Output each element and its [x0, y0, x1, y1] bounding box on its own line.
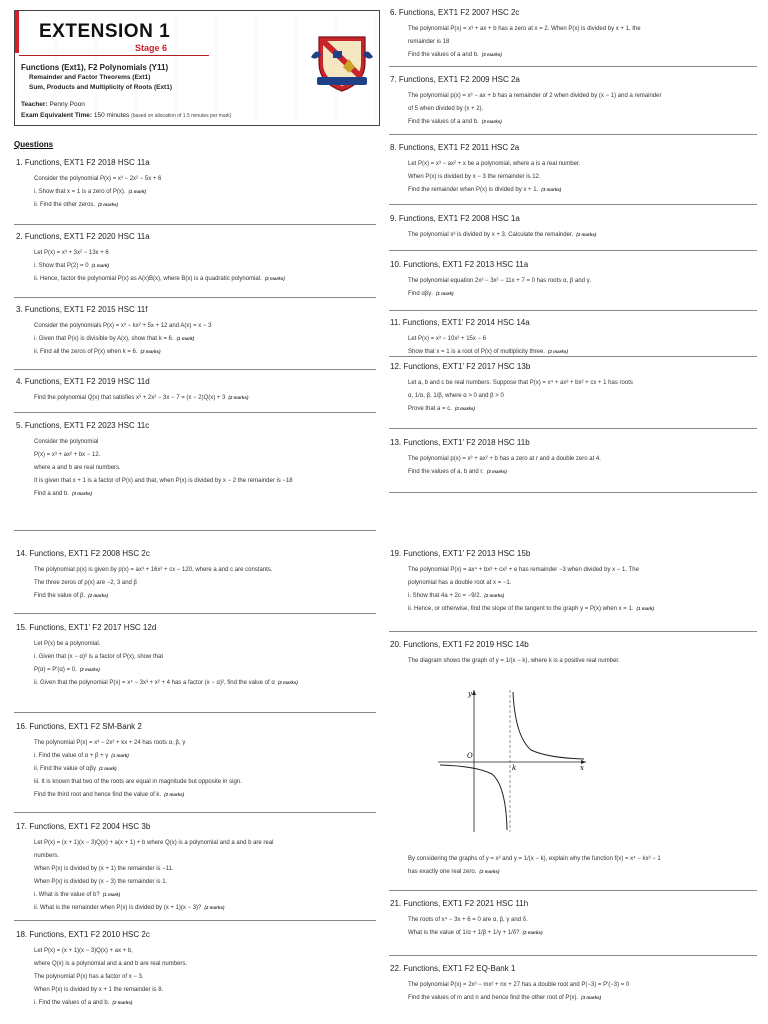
marks-label: (2 marks): [454, 405, 475, 411]
question-text: where Q(x) is a polynomial and a and b are real numbers.: [34, 960, 188, 967]
question-text: The polynomial P(x) = x³ + ax + b has a zero at x = 2. When P(x) is divided by x + 1, the: [408, 25, 641, 32]
question-text: ii. Given that the polynomial P(x) = x⁴ − 3x³ + x² + 4 has a factor (x − α)², find the value of α: [34, 680, 275, 687]
question-text: Consider the polynomials P(x) = x³ − kx² + 5x + 12 and A(x) = x − 3: [34, 322, 212, 329]
question-text-line: [408, 186, 758, 194]
question-text-line: [34, 891, 376, 899]
marks-label: (1 mark): [98, 765, 117, 771]
question-text-line: [34, 778, 376, 786]
question-block: [16, 232, 376, 288]
question-title: 19. Functions, EXT1' F2 2013 HSC 15b: [390, 549, 531, 558]
question-text: i. What is the value of b?: [34, 892, 100, 899]
question-text-line: [34, 865, 376, 873]
question-text-line: [34, 765, 376, 773]
question-text-line: [34, 175, 376, 183]
marks-label: (3 marks): [481, 51, 502, 57]
question-text: When P(x) is divided by x + 1 the remainder is 8.: [34, 987, 164, 994]
question-text-line: [34, 249, 376, 257]
question-text-line: [408, 455, 758, 463]
question-title: 22. Functions, EXT1 F2 EQ-Bank 1: [390, 964, 516, 973]
question-block: [16, 822, 376, 917]
marks-label: (1 mark): [102, 892, 121, 898]
question-block: [390, 260, 758, 303]
stage-label: Stage 6: [135, 43, 168, 53]
question-text-line: [408, 592, 758, 600]
question-text-line: [408, 579, 758, 587]
question-text: iii. It is known that two of the roots are equal in magnitude but opposite in sign.: [34, 779, 242, 786]
question-text: ii. Hence, factor the polynomial P(x) as A(x)B(x), where B(x) is a quadratic polynomial.: [34, 275, 262, 282]
question-text: Consider the polynomial: [34, 438, 99, 445]
question-block: [390, 640, 758, 670]
question-text-line: [408, 231, 758, 239]
question-block: [390, 964, 758, 1007]
question-divider: [14, 613, 376, 614]
marks-label: (3 marks): [481, 118, 502, 124]
question-text-line: [408, 468, 758, 476]
question-text-line: [408, 657, 758, 665]
question-text: P(α) = P′(α) = 0.: [34, 666, 77, 673]
question-text-line: [408, 51, 758, 59]
question-text-line: [34, 640, 376, 648]
marks-label: (1 mark): [91, 262, 110, 268]
question-text-line: [34, 999, 376, 1007]
marks-label: (2 marks): [264, 275, 285, 281]
question-text: The polynomial p(x) = x³ − ax + b has a remainder of 2 when divided by (x − 1) and a remainder: [408, 92, 662, 99]
question-text-line: [34, 335, 376, 343]
question-text: ii. Hence, or otherwise, find the slope of the tangent to the graph y = P(x) when x = 1.: [408, 606, 634, 613]
question-text-line: [408, 868, 758, 876]
question-divider: [389, 356, 757, 357]
question-text-line: [34, 839, 376, 847]
question-text: Let P(x) = x³ − 10x² + 15x − 6: [408, 335, 487, 342]
marks-label: (2 marks): [484, 592, 505, 598]
marks-label: (2 marks): [228, 394, 249, 400]
question-title: 12. Functions, EXT1' F2 2017 HSC 13b: [390, 362, 531, 371]
question-text-line: [408, 38, 758, 46]
question-text-line: [34, 438, 376, 446]
question-text-line: [34, 973, 376, 981]
question-text: ii. Find the value of αβγ: [34, 765, 96, 772]
question-title: 16. Functions, EXT1 F2 SM-Bank 2: [16, 722, 142, 731]
question-divider: [14, 297, 376, 298]
question-text-line: [408, 855, 758, 863]
question-text-line: [34, 666, 376, 674]
hyperbola-left-branch: [440, 765, 507, 830]
question-divider: [14, 224, 376, 225]
question-text: Find the polynomial Q(x) that satisfies x³ + 2x² − 3x − 7 = (x − 2)Q(x) + 3: [34, 394, 226, 401]
question-text-line: [408, 25, 758, 33]
question-text-line: [34, 904, 376, 912]
question-block: [390, 8, 758, 64]
marks-label: (2 marks): [479, 869, 500, 875]
question-text: Find a and b.: [34, 491, 70, 498]
question-text-line: [408, 379, 758, 387]
question-text: has exactly one real zero.: [408, 869, 477, 876]
question-title: 14. Functions, EXT1 F2 2008 HSC 2c: [16, 549, 150, 558]
question-block: [390, 318, 758, 361]
question-text-line: [408, 173, 758, 181]
question-text: Let P(x) = x³ − ax² + x be a polynomial, where a is a real number.: [408, 160, 581, 167]
header-accent-bar: [15, 11, 19, 53]
question-text-line: [408, 981, 758, 989]
teacher-line: [21, 101, 85, 110]
question-text: The diagram shows the graph of y = 1/(x − k), where k is a positive real number.: [408, 657, 620, 664]
question-divider: [389, 310, 757, 311]
question-text: By considering the graphs of y = x³ and y = 1/(x − k), explain why the function f(x) = x⁴ − kx³ − 1: [408, 856, 661, 862]
marks-label: (3 marks): [581, 994, 602, 1000]
question-text: Prove that a = c.: [408, 405, 452, 412]
question-block: [390, 438, 758, 481]
question-text-line: [408, 916, 758, 924]
question-text-line: [34, 262, 376, 270]
marks-label: (2 marks): [547, 348, 568, 354]
marks-label: (3 marks): [541, 186, 562, 192]
question-divider: [389, 492, 757, 493]
question-text: i. Find the value of α + β + γ: [34, 752, 109, 759]
question-text: P(x) = x³ + ax² + bx − 12.: [34, 451, 101, 458]
exam-time-value: 150 minutes: [93, 112, 130, 119]
question-title: 21. Functions, EXT1 F2 2021 HSC 11h: [390, 899, 529, 908]
question-text: The polynomial P(x) has a factor of x − 3.: [34, 973, 144, 980]
question-text-line: [34, 791, 376, 799]
question-text: remainder is 18: [408, 38, 450, 45]
question-block: [16, 930, 376, 1012]
marks-label: (2 marks): [112, 1000, 133, 1006]
question-text-line: [34, 322, 376, 330]
question-block: [390, 549, 758, 618]
question-text-line: [408, 566, 758, 574]
question-text-line: [34, 960, 376, 968]
question-text: polynomial has a double root at x = −1.: [408, 579, 512, 586]
marks-label: (2 marks): [88, 592, 109, 598]
subtopic-1: Remainder and Factor Theorems (Ext1): [29, 74, 151, 81]
question-text: Consider the polynomial P(x) = x³ − 2x² − 5x + 6: [34, 175, 162, 182]
question-block: [390, 214, 758, 244]
question-text: The polynomial p(x) = x³ + ax² + b has a zero at r and a double zero at 4.: [408, 455, 601, 462]
question-text-line: [408, 392, 758, 400]
question-text-line: [34, 679, 376, 687]
question-text-line: [408, 335, 758, 343]
marks-label: (2 marks): [204, 905, 225, 911]
question-text-line: [34, 464, 376, 472]
question-text-line: [34, 490, 376, 498]
question-divider: [14, 369, 376, 370]
question-text-line: [34, 592, 376, 600]
question-divider: [14, 530, 376, 531]
question-text: The polynomial x³ is divided by x + 3. Calculate the remainder.: [408, 231, 574, 238]
question-text-line: [408, 92, 758, 100]
subtopic-2: Sum, Products and Multiplicity of Roots (Ext1): [29, 84, 173, 91]
question-title: 8. Functions, EXT1 F2 2011 HSC 2a: [390, 143, 520, 152]
question-text: Find the third root and hence find the value of k.: [34, 792, 162, 799]
question-divider: [389, 428, 757, 429]
question-divider: [389, 204, 757, 205]
question-divider: [389, 631, 757, 632]
question-text-line: [34, 451, 376, 459]
question-divider: [389, 890, 757, 891]
marks-label: (1 mark): [128, 188, 147, 194]
question-text: Let P(x) = (x + 1)(x − 3)Q(x) + a(x + 1) + b where Q(x) is a polynomial and a and b are real: [34, 839, 274, 846]
question-block: [390, 855, 758, 881]
question-text-line: [34, 348, 376, 356]
question-divider: [389, 250, 757, 251]
marks-label: (3 marks): [486, 468, 507, 474]
question-divider: [389, 134, 757, 135]
marks-label: (3 marks): [72, 491, 93, 497]
question-text: i. Given that (x − α)² is a factor of P(x), show that: [34, 653, 164, 660]
worksheet-title: EXTENSION 1: [39, 21, 171, 42]
question-text: When P(x) is divided by x − 3 the remainder is 12.: [408, 173, 541, 180]
marks-label: (1 mark): [636, 606, 654, 612]
question-text-line: [408, 405, 758, 413]
marks-label: (2 marks): [576, 231, 597, 237]
question-title: 2. Functions, EXT1 F2 2020 HSC 11a: [16, 232, 150, 241]
question-block: [16, 158, 376, 214]
question-text: Find αβγ.: [408, 290, 433, 297]
hyperbola-graph: [436, 686, 588, 834]
question-text: ii. Find all the zeros of P(x) when k = 6.: [34, 348, 138, 355]
question-title: 5. Functions, EXT1 F2 2023 HSC 11c: [16, 421, 150, 430]
question-title: 1. Functions, EXT1 F2 2018 HSC 11a: [16, 158, 150, 167]
question-text: α, 1/α, β, 1/β, where α > 0 and β > 0: [408, 392, 504, 399]
question-text-line: [34, 477, 376, 485]
question-text: of 5 when divided by (x + 2).: [408, 105, 484, 112]
teacher-label: Teacher:: [21, 101, 48, 108]
marks-label: (1 mark): [435, 290, 454, 296]
question-text: i. Show that P(2) = 0: [34, 262, 89, 269]
y-axis-label: y: [468, 690, 472, 698]
k-label: k: [512, 764, 517, 772]
title-underline: [19, 55, 209, 56]
marks-label: (2 marks): [277, 680, 298, 686]
question-text: i. Show that x = 1 is a zero of P(x).: [34, 188, 126, 195]
question-text: ii. Find the other zeros.: [34, 201, 96, 208]
school-crest-icon: [309, 33, 375, 95]
question-title: 9. Functions, EXT1 F2 2008 HSC 1a: [390, 214, 520, 223]
marks-label: (2 marks): [164, 792, 185, 798]
question-text-line: [34, 566, 376, 574]
question-divider: [389, 66, 757, 67]
question-text: What is the value of 1/α + 1/β + 1/γ + 1/δ?: [408, 929, 520, 936]
question-text-line: [34, 852, 376, 860]
question-text: Find the values of m and n and hence find the other root of P(x).: [408, 994, 579, 1001]
question-block: [16, 421, 376, 503]
question-text: numbers.: [34, 852, 60, 859]
question-text: Find the values of a and b.: [408, 51, 479, 58]
question-block: [16, 623, 376, 692]
question-text-line: [34, 947, 376, 955]
question-title: 15. Functions, EXT1' F2 2017 HSC 12d: [16, 623, 157, 632]
question-text: The three zeros of p(x) are −2, 3 and β: [34, 579, 138, 586]
question-divider: [389, 955, 757, 956]
question-divider: [14, 812, 376, 813]
question-text: Show that x = 1 is a root of P(x) of multiplicity three.: [408, 348, 545, 355]
question-block: [16, 377, 376, 407]
question-text: i. Show that 4a + 2c = −9/2.: [408, 592, 482, 599]
worksheet-header: [14, 10, 380, 126]
question-block: [390, 75, 758, 131]
marks-label: (2 marks): [522, 929, 543, 935]
question-text-line: [34, 739, 376, 747]
question-divider: [14, 712, 376, 713]
question-title: 10. Functions, EXT1 F2 2013 HSC 11a: [390, 260, 529, 269]
marks-label: (1 mark): [176, 335, 195, 341]
question-text: where a and b are real numbers.: [34, 464, 121, 471]
question-title: 3. Functions, EXT1 F2 2015 HSC 11f: [16, 305, 148, 314]
question-block: [390, 362, 758, 418]
teacher-name: Penny Poon: [49, 101, 85, 108]
question-text: The polynomial p(x) is given by p(x) = ax³ + 16x² + cx − 120, where a and c are constants.: [34, 566, 273, 573]
question-text-line: [408, 160, 758, 168]
marks-label: (2 marks): [98, 201, 119, 207]
question-text-line: [408, 605, 758, 613]
question-title: 20. Functions, EXT1 F2 2019 HSC 14b: [390, 640, 529, 649]
question-text: Find the values of a, b and r.: [408, 468, 484, 475]
question-text: ii. What is the remainder when P(x) is divided by (x + 1)(x − 3)?: [34, 905, 202, 912]
question-text: The polynomial equation 2x³ − 3x² − 11x + 7 = 0 has roots α, β and γ.: [408, 277, 592, 284]
question-divider: [14, 920, 376, 921]
question-text: When P(x) is divided by (x + 1) the remainder is −11.: [34, 865, 174, 872]
question-block: [16, 305, 376, 361]
question-block: [390, 143, 758, 199]
question-text-line: [408, 290, 758, 298]
question-text: Find the value of β.: [34, 592, 86, 599]
question-text: Let P(x) = (x + 1)(x − 3)Q(x) + ax + b,: [34, 947, 133, 954]
question-text-line: [408, 348, 758, 356]
question-title: 6. Functions, EXT1 F2 2007 HSC 2c: [390, 8, 520, 17]
question-text: Let a, b and c be real numbers. Suppose that P(x) = x⁴ + ax³ + bx² + cx + 1 has roots: [408, 379, 633, 386]
question-text: When P(x) is divided by (x − 3) the remainder is 1.: [34, 879, 168, 886]
question-text: Let P(x) = x³ + 3x² − 13x + 6: [34, 249, 109, 256]
question-title: 13. Functions, EXT1' F2 2018 HSC 11b: [390, 438, 530, 447]
hyperbola-right-branch: [513, 692, 584, 759]
question-text-line: [34, 752, 376, 760]
question-text: i. Given that P(x) is divisible by A(x), show that k = 6.: [34, 335, 174, 342]
question-text-line: [408, 105, 758, 113]
question-block: [16, 722, 376, 804]
question-text: The polynomial P(x) = 2x³ − mx² + nx + 27 has a double root and P(−3) = P′(−3) = 0: [408, 981, 630, 988]
question-text-line: [34, 188, 376, 196]
question-text-line: [34, 878, 376, 886]
question-text: Find the remainder when P(x) is divided by x + 1.: [408, 186, 539, 193]
questions-heading: Questions: [14, 140, 54, 149]
y-axis-arrow-icon: [472, 690, 476, 695]
exam-time-note: (based on allocation of 1.5 minutes per mark): [131, 113, 232, 119]
question-text-line: [34, 201, 376, 209]
question-text: Find the values of a and b.: [408, 118, 479, 125]
question-title: 4. Functions, EXT1 F2 2019 HSC 11d: [16, 377, 150, 386]
question-block: [16, 549, 376, 605]
question-text: The polynomial P(x) = ax⁴ + bx³ + cx² + e has remainder −3 when divided by x − 1. The: [408, 566, 639, 573]
question-text: The polynomial P(x) = x³ − 2x² + kx + 24 has roots α, β, γ: [34, 739, 186, 746]
x-axis-label: x: [580, 764, 584, 772]
question-text-line: [408, 118, 758, 126]
question-text-line: [408, 929, 758, 937]
marks-label: (2 marks): [79, 666, 100, 672]
exam-time-line: [21, 112, 231, 121]
question-block: [390, 899, 758, 942]
origin-label: O: [467, 752, 473, 760]
question-text-line: [408, 277, 758, 285]
question-title: 17. Functions, EXT1 F2 2004 HSC 3b: [16, 822, 151, 831]
question-text: The roots of x⁴ − 3x + 6 = 0 are α, β, γ and δ.: [408, 916, 528, 923]
question-text-line: [34, 579, 376, 587]
question-title: 7. Functions, EXT1 F2 2009 HSC 2a: [390, 75, 520, 84]
question-text: Let P(x) be a polynomial.: [34, 640, 101, 647]
question-divider: [14, 412, 376, 413]
marks-label: (1 mark): [111, 752, 129, 758]
question-text-line: [34, 275, 376, 283]
question-text: i. Find the values of a and b.: [34, 1000, 110, 1007]
question-text: It is given that x + 1 is a factor of P(x) and that, when P(x) is divided by x − 2 the remainder is −18: [34, 478, 293, 485]
exam-time-label: Exam Equivalent Time:: [21, 112, 93, 119]
question-text-line: [34, 986, 376, 994]
question-title: 18. Functions, EXT1 F2 2010 HSC 2c: [16, 930, 150, 939]
question-title: 11. Functions, EXT1' F2 2014 HSC 14a: [390, 318, 530, 327]
marks-label: (2 marks): [140, 348, 161, 354]
question-text-line: [408, 994, 758, 1002]
topic-title: Functions (Ext1), F2 Polynomials (Y11): [21, 63, 169, 72]
question-text-line: [34, 394, 376, 402]
question-text-line: [34, 653, 376, 661]
